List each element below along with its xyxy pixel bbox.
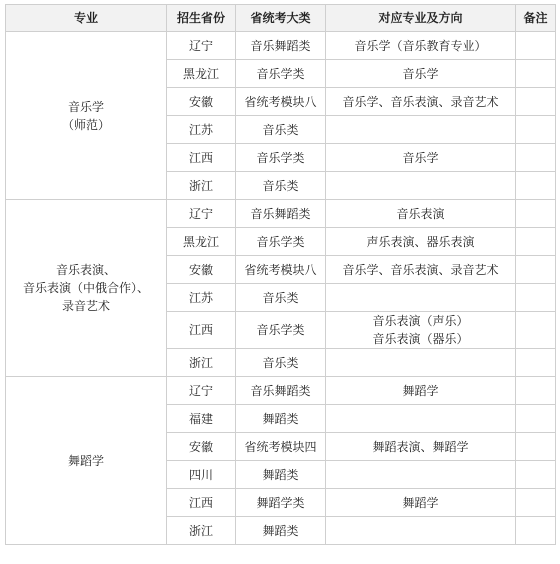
direction-cell (326, 517, 516, 545)
direction-cell (326, 228, 516, 256)
note-cell (516, 172, 556, 200)
province-cell: 浙江 (167, 517, 236, 545)
note-cell (516, 88, 556, 116)
major-line: 音乐表演（中俄合作）、 (22, 281, 149, 295)
exam-category-cell: 省统考模块四 (236, 433, 326, 461)
note-cell (516, 489, 556, 517)
province-cell: 江西 (167, 489, 236, 517)
exam-category-cell: 舞蹈类 (236, 461, 326, 489)
direction-line: 舞蹈表演、舞蹈学 (372, 439, 469, 454)
note-cell (516, 461, 556, 489)
major-cell (6, 32, 167, 200)
note-cell (516, 405, 556, 433)
direction-line: 音乐学 (402, 150, 439, 165)
note-cell (516, 228, 556, 256)
note-cell (516, 200, 556, 228)
exam-category-cell: 舞蹈学类 (236, 489, 326, 517)
direction-cell (326, 405, 516, 433)
province-cell: 安徽 (167, 433, 236, 461)
note-cell (516, 256, 556, 284)
note-cell (516, 284, 556, 312)
direction-cell (326, 256, 516, 284)
direction-cell (326, 144, 516, 172)
direction-cell (326, 433, 516, 461)
province-cell: 江苏 (167, 116, 236, 144)
direction-cell (326, 88, 516, 116)
table-row (6, 377, 556, 405)
table-row (6, 200, 556, 228)
direction-line: 音乐学（音乐教育专业） (354, 38, 487, 53)
header-major: 专业 (6, 5, 167, 32)
direction-line: 音乐表演（声乐） (372, 314, 469, 328)
province-cell: 浙江 (167, 172, 236, 200)
province-cell: 黑龙江 (167, 60, 236, 88)
province-cell: 江苏 (167, 284, 236, 312)
major-line: （师范） (61, 117, 110, 132)
direction-cell (326, 461, 516, 489)
major-line: 舞蹈学 (67, 453, 104, 468)
exam-category-cell: 音乐学类 (236, 60, 326, 88)
header-exam-category: 省统考大类 (236, 5, 326, 32)
province-cell: 四川 (167, 461, 236, 489)
direction-cell (326, 284, 516, 312)
province-cell: 辽宁 (167, 377, 236, 405)
province-cell: 江西 (167, 144, 236, 172)
exam-category-cell: 音乐类 (236, 284, 326, 312)
major-line: 音乐表演、 (55, 263, 116, 277)
header-note: 备注 (516, 5, 556, 32)
direction-cell (326, 200, 516, 228)
note-cell (516, 517, 556, 545)
note-cell (516, 433, 556, 461)
exam-category-cell: 音乐学类 (236, 312, 326, 349)
direction-cell (326, 32, 516, 60)
direction-cell (326, 377, 516, 405)
direction-line: 舞蹈学 (402, 495, 439, 510)
province-cell: 辽宁 (167, 200, 236, 228)
direction-line: 音乐学、音乐表演、录音艺术 (342, 94, 499, 109)
note-cell (516, 32, 556, 60)
exam-category-cell: 音乐学类 (236, 228, 326, 256)
province-cell: 福建 (167, 405, 236, 433)
note-cell (516, 144, 556, 172)
header-direction: 对应专业及方向 (326, 5, 516, 32)
note-cell (516, 349, 556, 377)
province-cell: 浙江 (167, 349, 236, 377)
exam-category-cell: 音乐类 (236, 349, 326, 377)
direction-line: 音乐学、音乐表演、录音艺术 (342, 262, 499, 277)
province-cell: 黑龙江 (167, 228, 236, 256)
note-cell (516, 312, 556, 349)
province-cell: 安徽 (167, 88, 236, 116)
province-cell: 江西 (167, 312, 236, 349)
province-cell: 辽宁 (167, 32, 236, 60)
direction-line: 音乐表演（器乐） (372, 332, 469, 346)
exam-category-cell: 省统考模块八 (236, 88, 326, 116)
note-cell (516, 377, 556, 405)
direction-cell (326, 172, 516, 200)
direction-cell (326, 349, 516, 377)
direction-cell (326, 116, 516, 144)
note-cell (516, 116, 556, 144)
header-row (6, 5, 556, 32)
table-body (6, 32, 556, 545)
exam-category-cell: 音乐舞蹈类 (236, 377, 326, 405)
exam-category-cell: 音乐类 (236, 116, 326, 144)
exam-category-cell: 舞蹈类 (236, 517, 326, 545)
exam-category-cell: 舞蹈类 (236, 405, 326, 433)
direction-cell (326, 489, 516, 517)
direction-cell (326, 312, 516, 349)
major-line: 录音艺术 (61, 299, 110, 313)
direction-line: 声乐表演、器乐表演 (366, 234, 475, 249)
note-cell (516, 60, 556, 88)
direction-line: 音乐表演 (396, 206, 445, 221)
direction-line: 音乐学 (402, 66, 439, 81)
major-cell (6, 377, 167, 545)
exam-category-cell: 省统考模块八 (236, 256, 326, 284)
admissions-table (5, 4, 556, 545)
direction-cell (326, 60, 516, 88)
direction-line: 舞蹈学 (402, 383, 439, 398)
exam-category-cell: 音乐类 (236, 172, 326, 200)
table-row (6, 32, 556, 60)
major-line: 音乐学 (67, 99, 104, 114)
exam-category-cell: 音乐学类 (236, 144, 326, 172)
exam-category-cell: 音乐舞蹈类 (236, 200, 326, 228)
major-cell (6, 200, 167, 377)
exam-category-cell: 音乐舞蹈类 (236, 32, 326, 60)
header-province: 招生省份 (167, 5, 236, 32)
province-cell: 安徽 (167, 256, 236, 284)
